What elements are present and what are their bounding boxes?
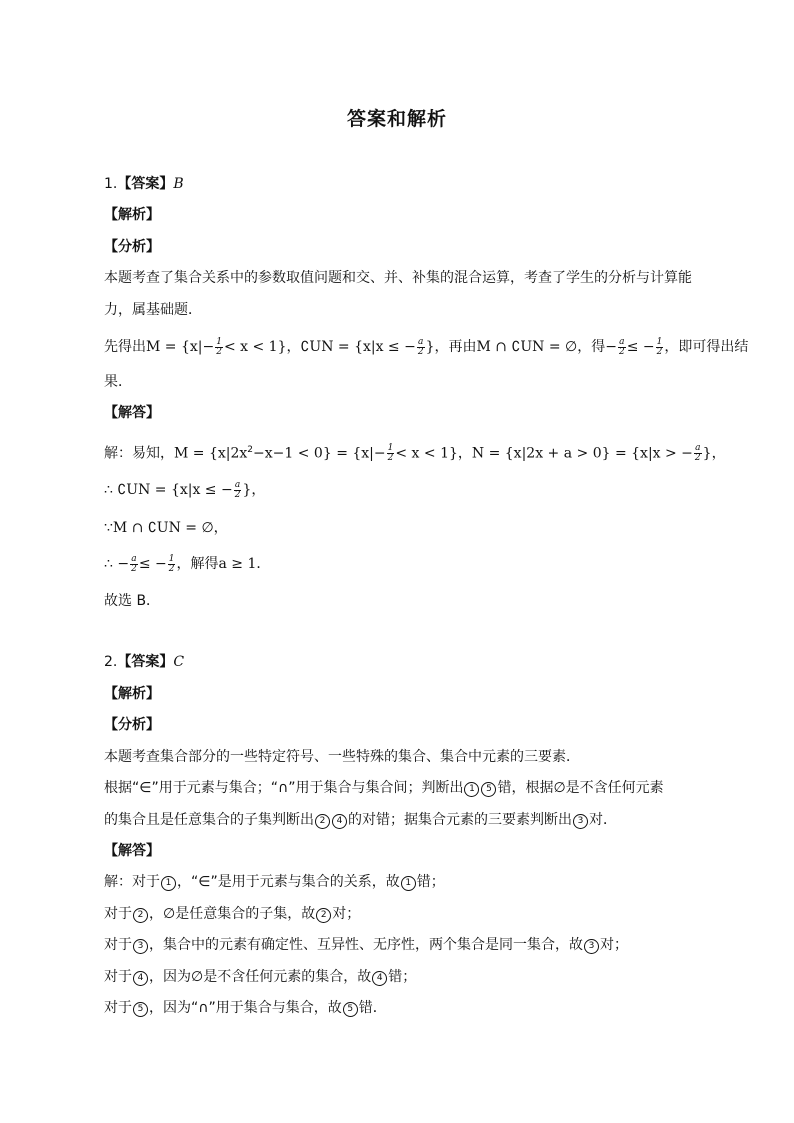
fraction: $\frac{1}{2}$ <box>387 443 394 464</box>
q2-solution-line3 <box>104 935 628 955</box>
circled-number: 1 <box>401 876 416 891</box>
q2-answer-tag: 【答案】 <box>117 654 174 670</box>
text: ，“∈”是用于元素与集合的关系，故 <box>177 874 400 890</box>
q2-fenxi-line2 <box>104 778 664 798</box>
q1-derive-line2: 果． <box>104 374 132 390</box>
q1-conclusion: 故选 B． <box>104 593 161 609</box>
text: 错． <box>358 1000 387 1016</box>
q1-solution-line4 <box>104 554 270 574</box>
math: }，再由M ∩ ∁UN = ∅，得− <box>425 339 617 355</box>
text: ，集合中的元素有确定性、互异性、无序性，两个集合是同一集合，故 <box>149 937 583 953</box>
math: < x < 1}，N = {x|2x + a > 0} = {x|x > − <box>395 445 693 462</box>
fraction: $\frac{a}{2}$ <box>131 553 137 574</box>
text: 对于 <box>104 1000 132 1016</box>
circled-number: 4 <box>332 814 347 829</box>
text: 的对错；据集合元素的三要素判断出 <box>348 812 572 828</box>
circled-number: 5 <box>343 1002 358 1017</box>
circled-number: 4 <box>372 971 387 986</box>
text: ，∅是任意集合的子集，故 <box>149 906 316 922</box>
q1-solution-line1 <box>104 440 726 464</box>
q1-answer-tag: 【答案】 <box>117 176 174 192</box>
math: < x < 1}， <box>223 339 301 355</box>
q2-answer: C <box>173 654 185 670</box>
q1-solution-line3: ∵M ∩ ∁UN = ∅， <box>104 520 228 536</box>
fraction: $\frac{1}{2}$ <box>656 336 663 357</box>
q2-answer-line <box>104 652 184 672</box>
text: 对于 <box>104 969 132 985</box>
circled-number: 3 <box>573 814 588 829</box>
q1-fenxi-line1: 本题考查了集合关系中的参数取值问题和交、并、补集的混合运算，考查了学生的分析与计算能 <box>104 270 692 286</box>
math: ∴ ∁UN = {x|x ≤ − <box>104 482 233 498</box>
circled-number: 5 <box>133 1002 148 1017</box>
q1-analysis-tag: 【解析】 <box>104 207 160 223</box>
q1-jieda-tag: 【解答】 <box>104 405 160 421</box>
fraction: $\frac{a}{2}$ <box>618 336 625 357</box>
math: ∁UN = {x|x ≤ − <box>300 339 416 355</box>
math: ≤ − <box>626 339 655 355</box>
circled-number: 2 <box>316 908 331 923</box>
circled-number: 3 <box>133 939 148 954</box>
q2-fenxi-line1: 本题考查集合部分的一些特定符号、一些特殊的集合、集合中元素的三要素． <box>104 749 580 765</box>
math: }， <box>242 482 266 498</box>
fraction: $\frac{1}{2}$ <box>216 336 222 357</box>
text: 先得出 <box>104 339 146 355</box>
q2-solution-line4 <box>104 967 416 987</box>
text: 解：对于 <box>104 874 160 890</box>
q2-solution-line5 <box>104 998 387 1018</box>
q2-number: 2. <box>104 654 118 670</box>
math: }， <box>702 445 726 462</box>
math: ，解得a ≥ 1． <box>176 556 271 572</box>
fraction: $\frac{1}{2}$ <box>168 553 175 574</box>
fraction: $\frac{a}{2}$ <box>417 336 424 357</box>
q1-answer-line <box>104 174 184 194</box>
q1-fenxi-line2: 力，属基础题． <box>104 302 202 318</box>
q2-fenxi-line3 <box>104 810 617 830</box>
q1-solution-line2 <box>104 480 265 500</box>
page-title: 答案和解析 <box>346 108 447 130</box>
text: 错； <box>388 969 417 985</box>
circled-number: 3 <box>584 939 599 954</box>
q1-answer: B <box>173 176 184 192</box>
text: ，因为“∩”用于集合与集合，故 <box>149 1000 342 1016</box>
text: 对于 <box>104 937 132 953</box>
q2-jieda-tag: 【解答】 <box>104 843 160 859</box>
exponent: 2 <box>247 445 254 455</box>
text: 根据“∈”用于元素与集合；“∩”用于集合与集合间；判断出 <box>104 780 464 796</box>
circled-number: 5 <box>481 782 496 797</box>
math: ≤ − <box>138 556 167 572</box>
text: 错； <box>416 874 445 890</box>
text: 错，根据∅是不含任何元素 <box>497 780 664 796</box>
circled-number: 1 <box>161 876 176 891</box>
text: 的集合且是任意集合的子集判断出 <box>104 812 314 828</box>
circled-number: 2 <box>133 908 148 923</box>
q2-solution-line2 <box>104 904 360 924</box>
circled-number: 4 <box>133 971 148 986</box>
q1-fenxi-tag: 【分析】 <box>104 239 160 255</box>
fraction: $\frac{a}{2}$ <box>694 443 701 464</box>
circled-number: 1 <box>464 782 479 797</box>
text: ，即可得出结 <box>664 339 749 355</box>
math: M = {x|− <box>146 339 215 355</box>
math: 解：易知，M = {x|2x <box>104 445 248 462</box>
circled-number: 2 <box>315 814 330 829</box>
q2-fenxi-tag: 【分析】 <box>104 717 160 733</box>
q1-derive-line <box>104 337 748 357</box>
text: 对． <box>589 812 617 828</box>
q2-analysis-tag: 【解析】 <box>104 686 160 702</box>
math: −x−1 < 0} = {x|− <box>253 445 386 462</box>
text: 对； <box>332 906 361 922</box>
text: 对于 <box>104 906 132 922</box>
math: ∴ − <box>104 556 130 572</box>
fraction: $\frac{a}{2}$ <box>234 479 241 500</box>
text: 对； <box>600 937 628 953</box>
q2-solution-line1 <box>104 872 445 892</box>
q1-number: 1. <box>104 176 118 192</box>
text: ，因为∅是不含任何元素的集合，故 <box>149 969 372 985</box>
